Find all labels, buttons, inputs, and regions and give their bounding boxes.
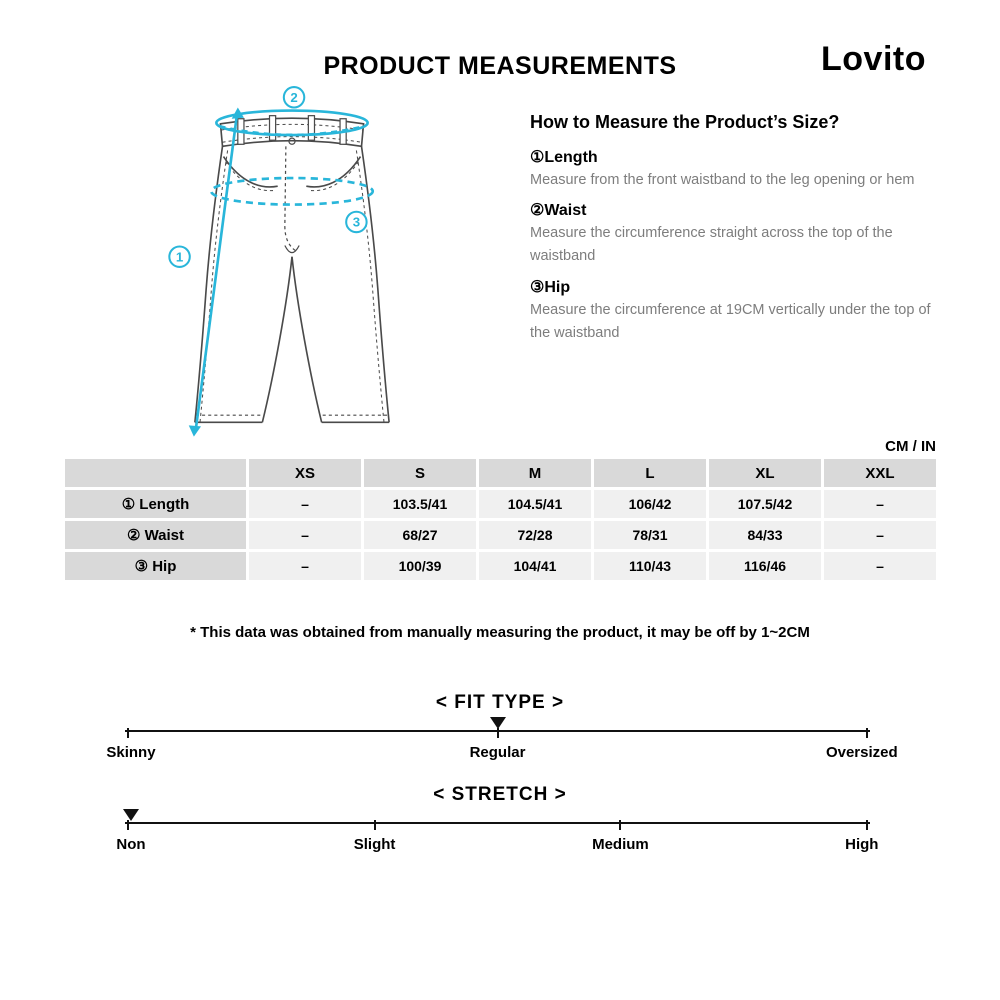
stretch-title: < STRETCH >	[433, 784, 567, 805]
fit-type-scale	[125, 730, 870, 732]
hip-xl: 116/46	[709, 552, 821, 580]
brand-logo: Lovito	[821, 40, 926, 78]
stretch-scale	[125, 822, 870, 824]
hip-measure-ellipse	[211, 178, 373, 205]
table-row-waist	[65, 521, 936, 549]
howto-hip-label: ③Hip	[530, 278, 571, 296]
waist-l: 78/31	[594, 521, 706, 549]
stretch-label-non: Non	[116, 836, 146, 853]
size-col-s: S	[364, 459, 476, 487]
size-col-blank	[65, 459, 246, 487]
fit-label-oversized: Oversized	[825, 744, 898, 761]
stretch-label-slight: Slight	[353, 836, 396, 853]
length-xxl: –	[824, 490, 936, 518]
fit-label-regular: Regular	[469, 744, 526, 761]
size-col-xs: XS	[249, 459, 361, 487]
length-xl: 107.5/42	[709, 490, 821, 518]
waist-s: 68/27	[364, 521, 476, 549]
fit-label-skinny: Skinny	[106, 744, 156, 761]
stretch-tick-medium	[619, 820, 621, 830]
length-s: 103.5/41	[364, 490, 476, 518]
howto-length-label: ①Length	[530, 149, 598, 166]
waist-marker: 2	[290, 89, 298, 105]
row-label-hip: ③ Hip	[65, 552, 246, 580]
row-label-length: ① Length	[65, 490, 246, 518]
howto-length-text: Measure from the front waistband to the leg opening or hem	[530, 172, 915, 188]
hip-m: 104/41	[479, 552, 591, 580]
fit-type-labels	[106, 744, 898, 764]
pants-outline	[195, 116, 389, 423]
fit-tick-skinny	[127, 728, 129, 738]
fit-tick-regular	[497, 728, 499, 738]
length-xs: –	[249, 490, 361, 518]
hip-l: 110/43	[594, 552, 706, 580]
pants-diagram	[108, 85, 476, 453]
waist-xs: –	[249, 521, 361, 549]
howto-waist-text: Measure the circumference straight across the top of the waistband	[530, 225, 893, 265]
length-marker: 1	[175, 249, 184, 265]
length-measure-line	[196, 116, 237, 429]
size-col-xxl: XXL	[824, 459, 936, 487]
stretch-tick-high	[866, 820, 868, 830]
waist-xl: 84/33	[709, 521, 821, 549]
fit-marker-icon	[490, 717, 506, 729]
stretch-marker-icon	[123, 809, 139, 821]
stretch-label-high: High	[845, 836, 879, 853]
howto-hip-text: Measure the circumference at 19CM vertically under the top of the waistband	[530, 301, 931, 341]
hip-marker: 3	[352, 214, 361, 230]
size-col-m: M	[479, 459, 591, 487]
fit-type-title: < FIT TYPE >	[435, 692, 565, 713]
unit-label: CM / IN	[885, 438, 936, 455]
size-table-header-row	[65, 459, 936, 487]
stretch-tick-non	[127, 820, 129, 830]
length-l: 106/42	[594, 490, 706, 518]
hip-xs: –	[249, 552, 361, 580]
stretch-tick-slight	[374, 820, 376, 830]
table-row-hip	[65, 552, 936, 580]
table-row-length	[65, 490, 936, 518]
stretch-labels	[116, 836, 879, 856]
page-title: PRODUCT MEASUREMENTS	[323, 52, 677, 80]
measurement-disclaimer: * This data was obtained from manually measuring the product, it may be off by 1~2CM	[190, 624, 810, 641]
size-table	[62, 456, 939, 583]
row-label-waist: ② Waist	[65, 521, 246, 549]
measure-annotations	[196, 111, 373, 429]
pants-illustration	[108, 85, 476, 453]
fit-tick-oversized	[866, 728, 868, 738]
howto-heading: How to Measure the Product’s Size?	[530, 112, 840, 132]
length-m: 104.5/41	[479, 490, 591, 518]
waist-xxl: –	[824, 521, 936, 549]
waist-m: 72/28	[479, 521, 591, 549]
hip-s: 100/39	[364, 552, 476, 580]
how-to-measure-section	[530, 112, 935, 345]
hip-xxl: –	[824, 552, 936, 580]
stretch-label-medium: Medium	[592, 836, 649, 853]
size-col-xl: XL	[709, 459, 821, 487]
howto-waist-label: ②Waist	[530, 202, 587, 220]
size-col-l: L	[594, 459, 706, 487]
